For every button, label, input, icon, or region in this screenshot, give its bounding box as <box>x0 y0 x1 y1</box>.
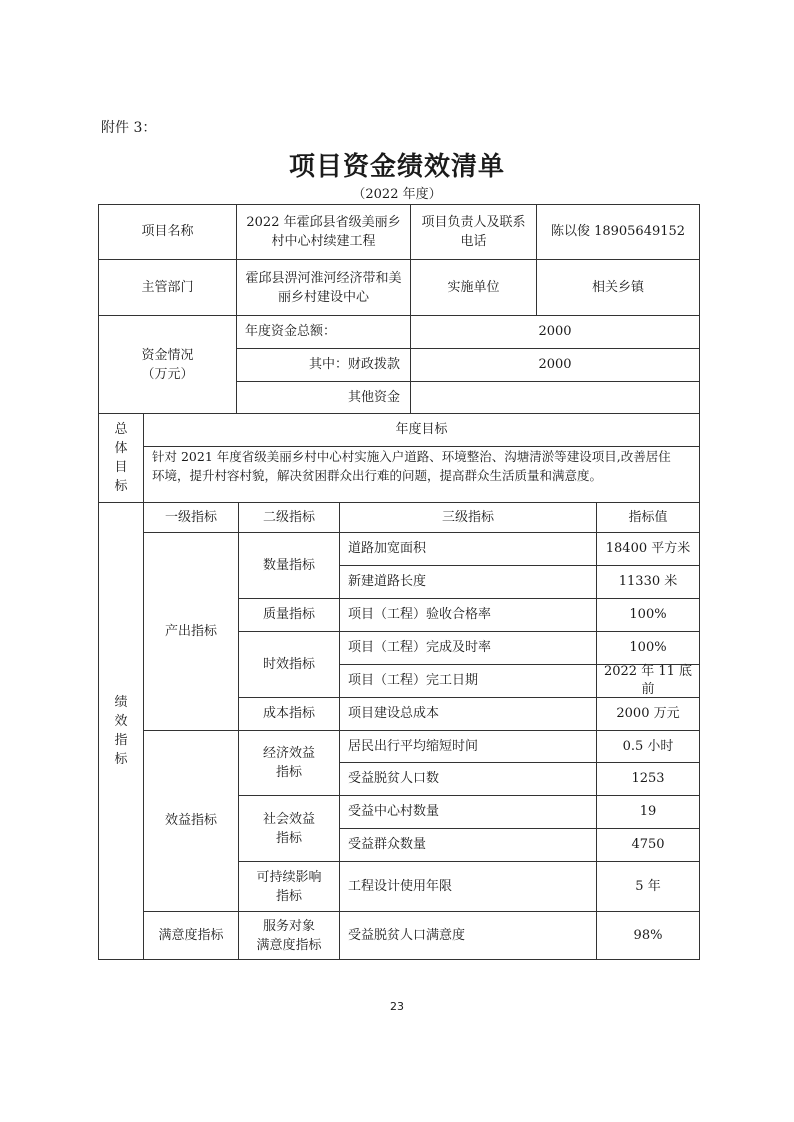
indicator-name: 工程设计使用年限 <box>339 861 597 912</box>
level2-economic <box>238 730 340 796</box>
contact-label-line1: 项目负责人及联系 <box>421 215 526 230</box>
level2-sustainability <box>238 861 340 912</box>
level2-economic-line2: 指标 <box>275 765 302 780</box>
funds-other-value <box>410 381 700 414</box>
performance-char: 效 <box>114 714 128 729</box>
annual-goal-text <box>143 446 700 503</box>
page-number: 23 <box>390 1000 404 1013</box>
indicator-name: 项目（工程）完工日期 <box>339 664 597 698</box>
project-name-line1: 2022 年霍邱县省级美丽乡 <box>246 215 401 230</box>
funds-label-line2: （万元） <box>141 366 194 382</box>
contact-value: 陈以俊 18905649152 <box>536 204 700 260</box>
dept-line1: 霍邱县淠河淮河经济带和美 <box>245 270 402 286</box>
level2-quality: 质量指标 <box>238 598 340 632</box>
funds-label-line1: 资金情况 <box>141 347 194 363</box>
project-name-label: 项目名称 <box>98 204 237 260</box>
impl-label: 实施单位 <box>410 259 537 316</box>
contact-label-line2: 电话 <box>460 234 487 249</box>
contact-label <box>410 204 537 260</box>
annual-goal-line2: 环境，提升村容村貌，解决贫困群众出行难的问题，提高群众生活质量和满意度。 <box>152 468 603 483</box>
level2-service-satisfaction <box>238 911 340 960</box>
funds-total-value: 2000 <box>410 315 700 349</box>
level2-service-line1: 服务对象 <box>262 918 315 934</box>
level2-service-line2: 满意度指标 <box>256 937 322 953</box>
impl-value: 相关乡镇 <box>536 259 700 316</box>
level1-benefit: 效益指标 <box>143 730 239 912</box>
level1-output: 产出指标 <box>143 532 239 731</box>
header-level1: 一级指标 <box>143 502 239 533</box>
dept-line2: 丽乡村建设中心 <box>277 289 369 305</box>
annual-goal-header: 年度目标 <box>143 413 700 447</box>
year-subtitle: （2022 年度） <box>352 187 442 202</box>
level1-satisfaction: 满意度指标 <box>143 911 239 960</box>
indicator-value: 2000 万元 <box>596 697 700 731</box>
attachment-label: 附件 3： <box>101 120 157 136</box>
level2-sustain-line2: 指标 <box>275 888 302 904</box>
performance-label <box>98 502 144 960</box>
overall-goal-char: 总 <box>114 422 128 437</box>
indicator-name: 受益脱贫人口满意度 <box>339 911 597 960</box>
overall-goal-char: 目 <box>114 460 128 475</box>
performance-char: 标 <box>114 752 128 767</box>
page-title: 项目资金绩效清单 <box>288 152 505 182</box>
dept-value <box>236 259 411 316</box>
indicator-value: 5 年 <box>596 861 700 912</box>
level2-economic-line1: 经济效益 <box>262 746 315 761</box>
indicator-name: 项目建设总成本 <box>339 697 597 731</box>
overall-goal-char: 体 <box>114 441 128 456</box>
project-name-line2: 村中心村续建工程 <box>271 234 376 249</box>
indicator-name: 居民出行平均缩短时间 <box>339 730 597 763</box>
overall-goal-label <box>98 413 144 503</box>
header-level3: 三级指标 <box>339 502 597 533</box>
indicator-value: 19 <box>596 795 700 829</box>
performance-char: 绩 <box>114 695 128 710</box>
level2-cost: 成本指标 <box>238 697 340 731</box>
header-value: 指标值 <box>596 502 700 533</box>
funds-total-label: 年度资金总额： <box>236 315 411 349</box>
indicator-name: 新建道路长度 <box>339 565 597 599</box>
indicator-value: 0.5 小时 <box>596 730 700 763</box>
header-level2: 二级指标 <box>238 502 340 533</box>
funds-fiscal-value: 2000 <box>410 348 700 382</box>
indicator-name: 项目（工程）完成及时率 <box>339 631 597 665</box>
funds-label <box>98 315 237 414</box>
indicator-value: 100% <box>596 598 700 632</box>
overall-goal-char: 标 <box>114 479 128 494</box>
indicator-name: 项目（工程）验收合格率 <box>339 598 597 632</box>
level2-sustain-line1: 可持续影响 <box>256 869 322 885</box>
level2-quantity: 数量指标 <box>238 532 340 599</box>
indicator-value: 18400 平方米 <box>596 532 700 566</box>
level2-social-line2: 指标 <box>275 830 302 846</box>
indicator-name: 道路加宽面积 <box>339 532 597 566</box>
level2-social-line1: 社会效益 <box>262 811 315 827</box>
indicator-value: 98% <box>596 911 700 960</box>
dept-label: 主管部门 <box>98 259 237 316</box>
performance-char: 指 <box>114 733 128 748</box>
indicator-value: 100% <box>596 631 700 665</box>
funds-other-label: 其他资金 <box>236 381 411 414</box>
indicator-value: 4750 <box>596 828 700 862</box>
performance-table <box>98 204 700 960</box>
level2-social <box>238 795 340 862</box>
project-name-value <box>236 204 411 260</box>
indicator-name: 受益群众数量 <box>339 828 597 862</box>
indicator-value: 1253 <box>596 762 700 796</box>
level2-timeliness: 时效指标 <box>238 631 340 698</box>
indicator-value: 11330 米 <box>596 565 700 599</box>
funds-fiscal-label: 其中：财政拨款 <box>236 348 411 382</box>
indicator-name: 受益中心村数量 <box>339 795 597 829</box>
indicator-name: 受益脱贫人口数 <box>339 762 597 796</box>
annual-goal-line1: 针对 2021 年度省级美丽乡村中心村实施入户道路、环境整治、沟塘清淤等建设项目,改善居住 <box>152 449 671 464</box>
indicator-value: 2022 年 11 底前 <box>596 664 700 698</box>
